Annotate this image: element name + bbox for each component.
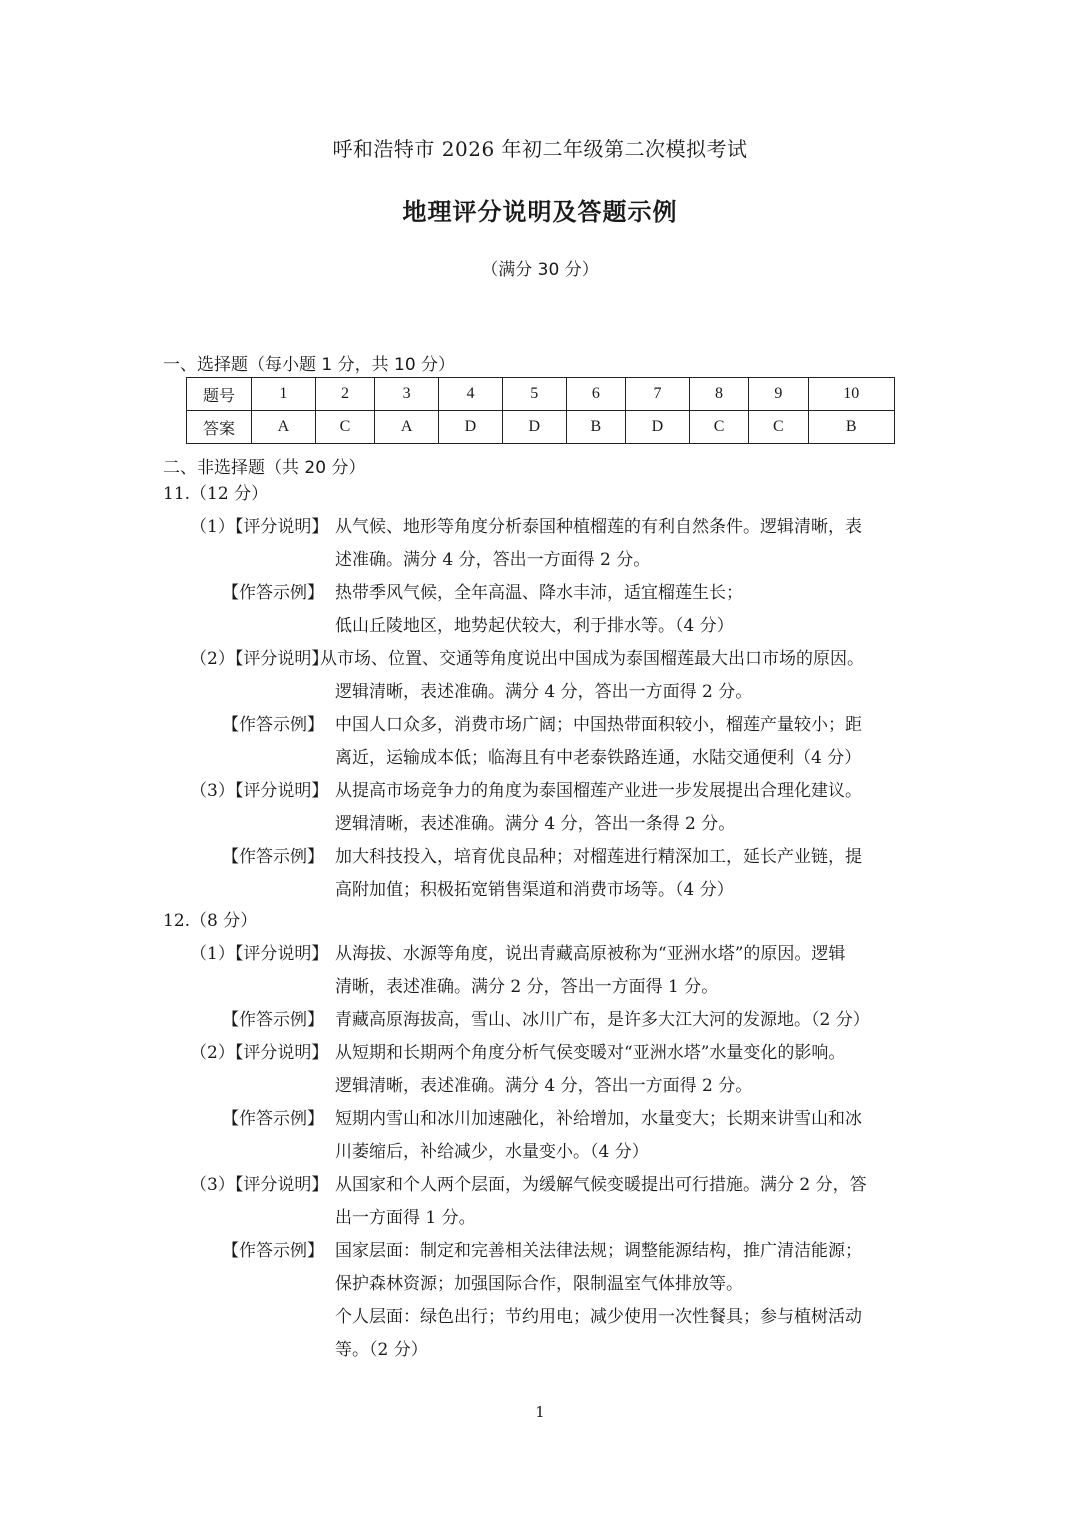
- question-number-row: [187, 378, 895, 411]
- q12-3-example-label: 【作答示例】: [222, 1241, 324, 1261]
- q11-1-scoring-label: （1）【评分说明】: [190, 517, 329, 537]
- answer-cell: B: [808, 411, 894, 444]
- row-label-question: 题号: [187, 378, 252, 411]
- q11-2-example-line: 中国人口众多，消费市场广阔；中国热带面积较小，榴莲产量较小；距: [335, 715, 862, 735]
- q12-3-example-line: 国家层面：制定和完善相关法律法规；调整能源结构，推广清洁能源；: [335, 1241, 862, 1261]
- q12-3-scoring-label: （3）【评分说明】: [190, 1175, 329, 1195]
- q12-3-scoring-line: 从国家和个人两个层面，为缓解气候变暖提出可行措施。满分 2 分，答: [335, 1175, 867, 1195]
- question-number-cell: 8: [689, 378, 748, 411]
- document-title: 地理评分说明及答题示例: [402, 198, 678, 226]
- question-11-number: 11.（12 分）: [163, 484, 269, 504]
- question-12-number: 12.（8 分）: [163, 911, 258, 931]
- q11-1-scoring-line: 述准确。满分 4 分，答出一方面得 2 分。: [335, 550, 651, 570]
- q11-3-scoring-line: 从提高市场竞争力的角度为泰国榴莲产业进一步发展提出合理化建议。: [335, 781, 862, 801]
- q12-3-example-line: 个人层面：绿色出行；节约用电；减少使用一次性餐具；参与植树活动: [335, 1307, 862, 1327]
- q12-1-example-label: 【作答示例】: [222, 1010, 324, 1030]
- answer-cell: C: [749, 411, 808, 444]
- q11-3-scoring-label: （3）【评分说明】: [190, 781, 329, 801]
- section-multiple-choice-title: 一、选择题（每小题 1 分，共 10 分）: [163, 355, 456, 375]
- question-number-cell: 9: [749, 378, 808, 411]
- question-number-cell: 4: [439, 378, 503, 411]
- row-label-answer: 答案: [187, 411, 252, 444]
- q11-3-scoring-line: 逻辑清晰，表述准确。满分 4 分，答出一条得 2 分。: [335, 814, 736, 834]
- q11-2-example-label: 【作答示例】: [222, 715, 324, 735]
- answer-key-table: [186, 377, 895, 444]
- q11-1-example-line: 热带季风气候，全年高温、降水丰沛，适宜榴莲生长；: [335, 583, 743, 603]
- answer-cell: C: [315, 411, 374, 444]
- answer-cell: A: [375, 411, 439, 444]
- q11-3-example-label: 【作答示例】: [222, 847, 324, 867]
- answer-cell: D: [439, 411, 503, 444]
- q11-1-example-label: 【作答示例】: [222, 583, 324, 603]
- answer-cell: C: [689, 411, 748, 444]
- question-number-cell: 3: [375, 378, 439, 411]
- question-number-cell: 5: [502, 378, 566, 411]
- q12-1-scoring-label: （1）【评分说明】: [190, 944, 329, 964]
- q12-1-scoring-line: 清晰，表述准确。满分 2 分，答出一方面得 1 分。: [335, 977, 719, 997]
- q11-2-scoring-label: （2）【评分说明】: [190, 649, 329, 669]
- question-number-cell: 1: [252, 378, 316, 411]
- q11-1-example-line: 低山丘陵地区，地势起伏较大，利于排水等。（4 分）: [335, 616, 734, 636]
- q12-3-example-line: 保护森林资源；加强国际合作，限制温室气体排放等。: [335, 1274, 743, 1294]
- question-number-cell: 6: [566, 378, 625, 411]
- question-number-cell: 7: [626, 378, 690, 411]
- page-number: 1: [535, 1403, 545, 1421]
- q11-3-example-line: 加大科技投入，培育优良品种；对榴莲进行精深加工，延长产业链，提: [335, 847, 862, 867]
- answer-cell: D: [502, 411, 566, 444]
- answer-cell: D: [626, 411, 690, 444]
- question-number-cell: 10: [808, 378, 894, 411]
- q11-1-scoring-line: 从气候、地形等角度分析泰国种植榴莲的有利自然条件。逻辑清晰，表: [335, 517, 862, 537]
- q12-3-example-line: 等。（2 分）: [335, 1340, 428, 1360]
- q12-2-scoring-label: （2）【评分说明】: [190, 1043, 329, 1063]
- q12-1-scoring-line: 从海拔、水源等角度，说出青藏高原被称为“亚洲水塔”的原因。逻辑: [335, 944, 846, 964]
- q11-2-example-line: 离近，运输成本低；临海且有中老泰铁路连通，水陆交通便利（4 分）: [335, 748, 862, 768]
- q12-2-example-label: 【作答示例】: [222, 1109, 324, 1129]
- q12-2-scoring-line: 从短期和长期两个角度分析气侯变暖对“亚洲水塔”水量变化的影响。: [335, 1043, 846, 1063]
- q11-2-scoring-line: 从市场、位置、交通等角度说出中国成为泰国榴莲最大出口市场的原因。: [320, 649, 864, 669]
- q11-2-scoring-line: 逻辑清晰，表述准确。满分 4 分，答出一方面得 2 分。: [335, 682, 753, 702]
- full-score-note: （满分 30 分）: [481, 260, 599, 280]
- q11-3-example-line: 高附加值；积极拓宽销售渠道和消费市场等。（4 分）: [335, 880, 734, 900]
- q12-2-example-line: 短期内雪山和冰川加速融化，补给增加，水量变大；长期来讲雪山和冰: [335, 1109, 862, 1129]
- section-non-choice-title: 二、非选择题（共 20 分）: [163, 458, 366, 478]
- q12-3-scoring-line: 出一方面得 1 分。: [335, 1208, 476, 1228]
- q12-1-example-line: 青藏高原海拔高，雪山、冰川广布，是许多大江大河的发源地。（2 分）: [335, 1010, 870, 1030]
- exam-title: 呼和浩特市 2026 年初二年级第二次模拟考试: [332, 137, 748, 161]
- answer-cell: B: [566, 411, 625, 444]
- answer-cell: A: [252, 411, 316, 444]
- q12-2-scoring-line: 逻辑清晰，表述准确。满分 4 分，答出一方面得 2 分。: [335, 1076, 753, 1096]
- question-number-cell: 2: [315, 378, 374, 411]
- answer-row: [187, 411, 895, 444]
- q12-2-example-line: 川萎缩后，补给减少，水量变小。（4 分）: [335, 1142, 649, 1162]
